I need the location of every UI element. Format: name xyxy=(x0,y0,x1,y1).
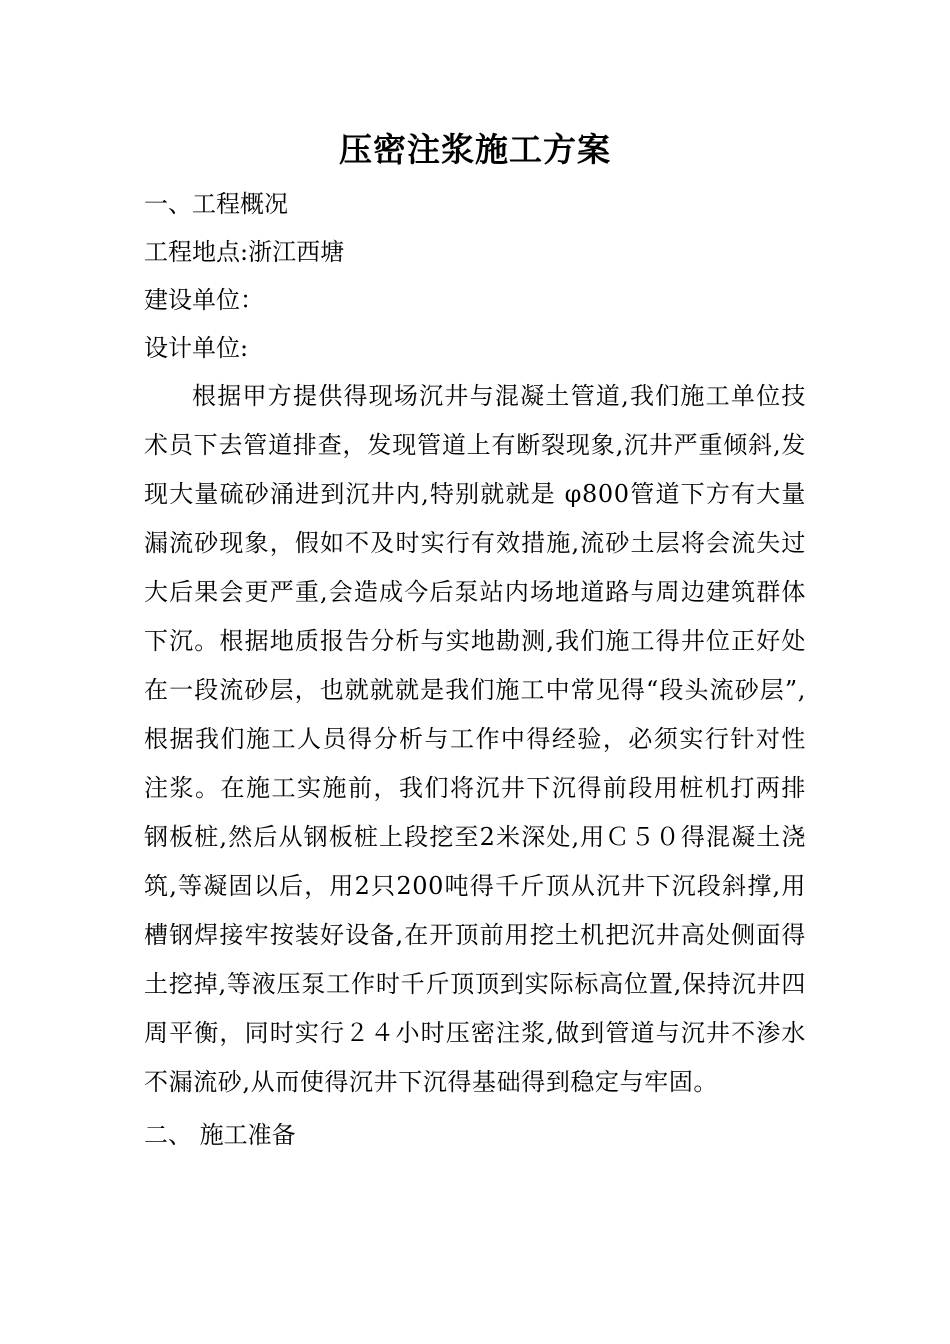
section-heading-overview: 一、工程概况 xyxy=(144,190,288,218)
document-title: 压密注浆施工方案 xyxy=(339,130,611,169)
body-paragraph: 根据甲方提供得现场沉井与混凝土管道,我们施工单位技术员下去管道排查，发现管道上有断裂现象,沉井严重倾斜,发现大量硫砂涌进到沉井内,特别就就是 φ800管道下方有大量漏流砂现象，假如不及时实行有效措施,流砂土层将会流失过大后果会更严重,会造成今后泵站内场地道路与周边建筑群体下沉。根据地质报告分析与实地勘测,我们施工得井位正好处在一段流砂层，也就就就是我们施工中常见得“段头流砂层”,根据我们施工人员得分析与工作中得经验，必须实行针对性注浆。在施工实施前，我们将沉井下沉得前段用桩机打两排钢板桩,然后从钢板桩上段挖至2米深处,用Ｃ５０得混凝土浇筑,等凝固以后，用2只200吨得千斤顶从沉井下沉段斜撑,用槽钢焊接牢按装好设备,在开顶前用挖土机把沉井高处侧面得土挖掉,等液压泵工作时千斤顶顶到实际标高位置,保持沉井四周平衡，同时实行２４小时压密注浆,做到管道与沉井不渗水不漏流砂,从而使得沉井下沉得基础得到稳定与牢固。 xyxy=(144,382,806,1096)
section-heading-preparation: 二、 施工准备 xyxy=(144,1121,296,1149)
project-location: 工程地点:浙江西塘 xyxy=(144,238,345,266)
construction-unit: 建设单位： xyxy=(144,286,264,314)
design-unit: 设计单位: xyxy=(144,334,249,362)
